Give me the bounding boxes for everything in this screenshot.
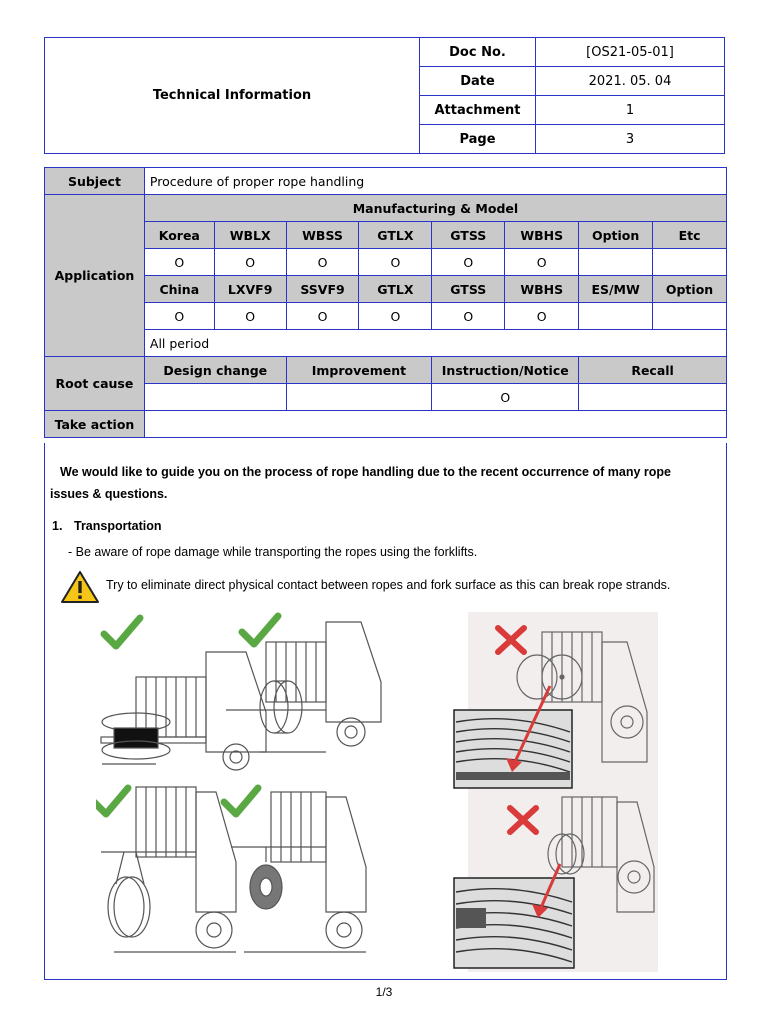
mark-cell: O: [214, 249, 286, 276]
mark-cell: O: [286, 303, 359, 330]
bullet-text: - Be aware of rope damage while transporting the ropes using the forklifts.: [68, 545, 478, 559]
model-cell: WBSS: [286, 222, 359, 249]
korea-label: Korea: [144, 222, 214, 249]
model-cell: Option: [579, 222, 653, 249]
mark-cell: O: [214, 303, 286, 330]
root-cause-header: Recall: [579, 357, 727, 384]
root-cause-mark: O: [432, 384, 579, 411]
mark-cell: O: [432, 303, 505, 330]
mark-cell: [653, 249, 727, 276]
page-value: 3: [536, 125, 725, 154]
subject-label: Subject: [45, 168, 145, 195]
incorrect-handling-illustrations: [452, 612, 658, 982]
root-cause-mark: [286, 384, 432, 411]
intro-text: We would like to guide you on the process of rope handling due to the recent occurrence of many rope issues & questions.: [50, 465, 671, 501]
china-label: China: [144, 276, 214, 303]
warning-text: Try to eliminate direct physical contact between ropes and fork surface as this can break rope strands.: [106, 578, 671, 592]
model-cell: GTSS: [432, 276, 505, 303]
root-cause-header: Improvement: [286, 357, 432, 384]
model-cell: GTSS: [432, 222, 505, 249]
root-cause-header: Instruction/Notice: [432, 357, 579, 384]
section-heading: [52, 519, 162, 533]
mark-cell: O: [144, 249, 214, 276]
header-table: [44, 37, 725, 154]
date-value: 2021. 05. 04: [536, 67, 725, 96]
mark-cell: O: [359, 249, 432, 276]
model-cell: ES/MW: [579, 276, 653, 303]
mark-cell: [579, 249, 653, 276]
doc-title: Technical Information: [45, 38, 420, 154]
mark-cell: [653, 303, 727, 330]
model-cell: Etc: [653, 222, 727, 249]
model-cell: Option: [653, 276, 727, 303]
application-label: Application: [45, 195, 145, 357]
page-label: Page: [420, 125, 536, 154]
model-cell: GTLX: [359, 276, 432, 303]
attachment-label: Attachment: [420, 96, 536, 125]
root-cause-header: Design change: [144, 357, 286, 384]
manufacturing-model-header: Manufacturing & Model: [144, 195, 726, 222]
doc-no-label: Doc No.: [420, 38, 536, 67]
info-table: [44, 167, 727, 438]
model-cell: LXVF9: [214, 276, 286, 303]
root-cause-mark: [579, 384, 727, 411]
page-footer: 1/3: [375, 985, 393, 999]
root-cause-mark: [144, 384, 286, 411]
section-title: Transportation: [74, 519, 162, 533]
mark-cell: O: [359, 303, 432, 330]
warning-icon: [60, 570, 100, 604]
check-icon: [224, 788, 258, 814]
section-number: 1.: [52, 519, 63, 533]
take-action-label: Take action: [45, 411, 145, 438]
mark-cell: O: [432, 249, 505, 276]
take-action-spacer: [144, 411, 726, 438]
model-cell: GTLX: [359, 222, 432, 249]
period-cell: All period: [144, 330, 726, 357]
mark-cell: O: [505, 249, 579, 276]
date-label: Date: [420, 67, 536, 96]
model-cell: SSVF9: [286, 276, 359, 303]
check-icon: [96, 788, 128, 814]
mark-cell: O: [144, 303, 214, 330]
attachment-value: 1: [536, 96, 725, 125]
model-cell: WBLX: [214, 222, 286, 249]
intro-paragraph: [50, 461, 710, 505]
root-cause-label: Root cause: [45, 357, 145, 411]
check-icon: [104, 618, 140, 646]
model-cell: WBHS: [505, 276, 579, 303]
model-cell: WBHS: [505, 222, 579, 249]
mark-cell: O: [505, 303, 579, 330]
correct-handling-illustrations: [96, 612, 396, 982]
mark-cell: [579, 303, 653, 330]
subject-value: Procedure of proper rope handling: [144, 168, 726, 195]
doc-no-value: [OS21-05-01]: [536, 38, 725, 67]
mark-cell: O: [286, 249, 359, 276]
check-icon: [242, 616, 278, 644]
